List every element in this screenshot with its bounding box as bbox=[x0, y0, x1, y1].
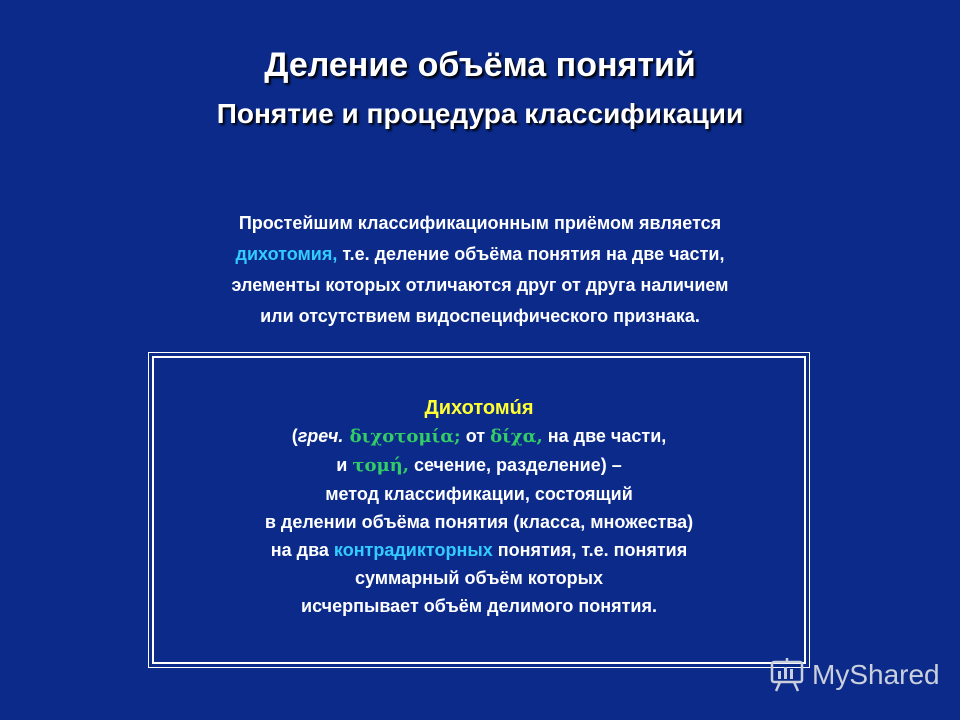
watermark bbox=[768, 655, 940, 695]
greek-word: τομή, bbox=[352, 455, 409, 476]
intro-line: элементы которых отличаются друг от друга наличием bbox=[231, 275, 729, 295]
contradictory-term: контрадикторных bbox=[333, 540, 493, 560]
definition-line: в делении объёма понятия (класса, множества) bbox=[264, 512, 694, 532]
greek-word: διχοτομία; bbox=[343, 426, 461, 447]
paren: ( bbox=[291, 426, 298, 446]
slide-subtitle: Понятие и процедура классификации bbox=[216, 98, 744, 129]
definition-text-part: на две части, bbox=[542, 426, 667, 446]
definition-text-part: понятия, т.е. понятия bbox=[492, 540, 688, 560]
greek-word: δίχα, bbox=[490, 426, 543, 447]
intro-text: т.е. деление объёма понятия на две части, bbox=[337, 244, 725, 264]
definition-box bbox=[152, 356, 806, 664]
dichotomy-term: дихотомия, bbox=[235, 244, 338, 264]
greek-label: греч. bbox=[297, 426, 344, 446]
definition-line bbox=[154, 451, 804, 480]
definition-text-part: и bbox=[336, 455, 353, 475]
intro-line: или отсутствием видоспецифического признака. bbox=[260, 306, 700, 326]
intro-line bbox=[120, 239, 840, 270]
definition-text-part: от bbox=[460, 426, 491, 446]
definition-text-part: сечение, разделение) – bbox=[408, 455, 622, 475]
definition-line: исчерпывает объём делимого понятия. bbox=[301, 596, 657, 616]
definition-line bbox=[154, 422, 804, 451]
definition-line: метод классификации, состоящий bbox=[325, 484, 633, 504]
intro-line: Простейшим классификационным приёмом является bbox=[238, 213, 722, 233]
watermark-text: MyShared bbox=[812, 659, 940, 690]
slide-title: Деление объёма понятий bbox=[264, 46, 696, 84]
definition-text bbox=[154, 394, 804, 620]
definition-text-part: на два bbox=[270, 540, 334, 560]
intro-paragraph bbox=[120, 208, 840, 332]
presentation-board-icon bbox=[768, 656, 806, 694]
definition-term: Дихотомúя bbox=[424, 397, 534, 419]
definition-line: суммарный объём которых bbox=[354, 568, 604, 588]
definition-line bbox=[154, 536, 804, 564]
